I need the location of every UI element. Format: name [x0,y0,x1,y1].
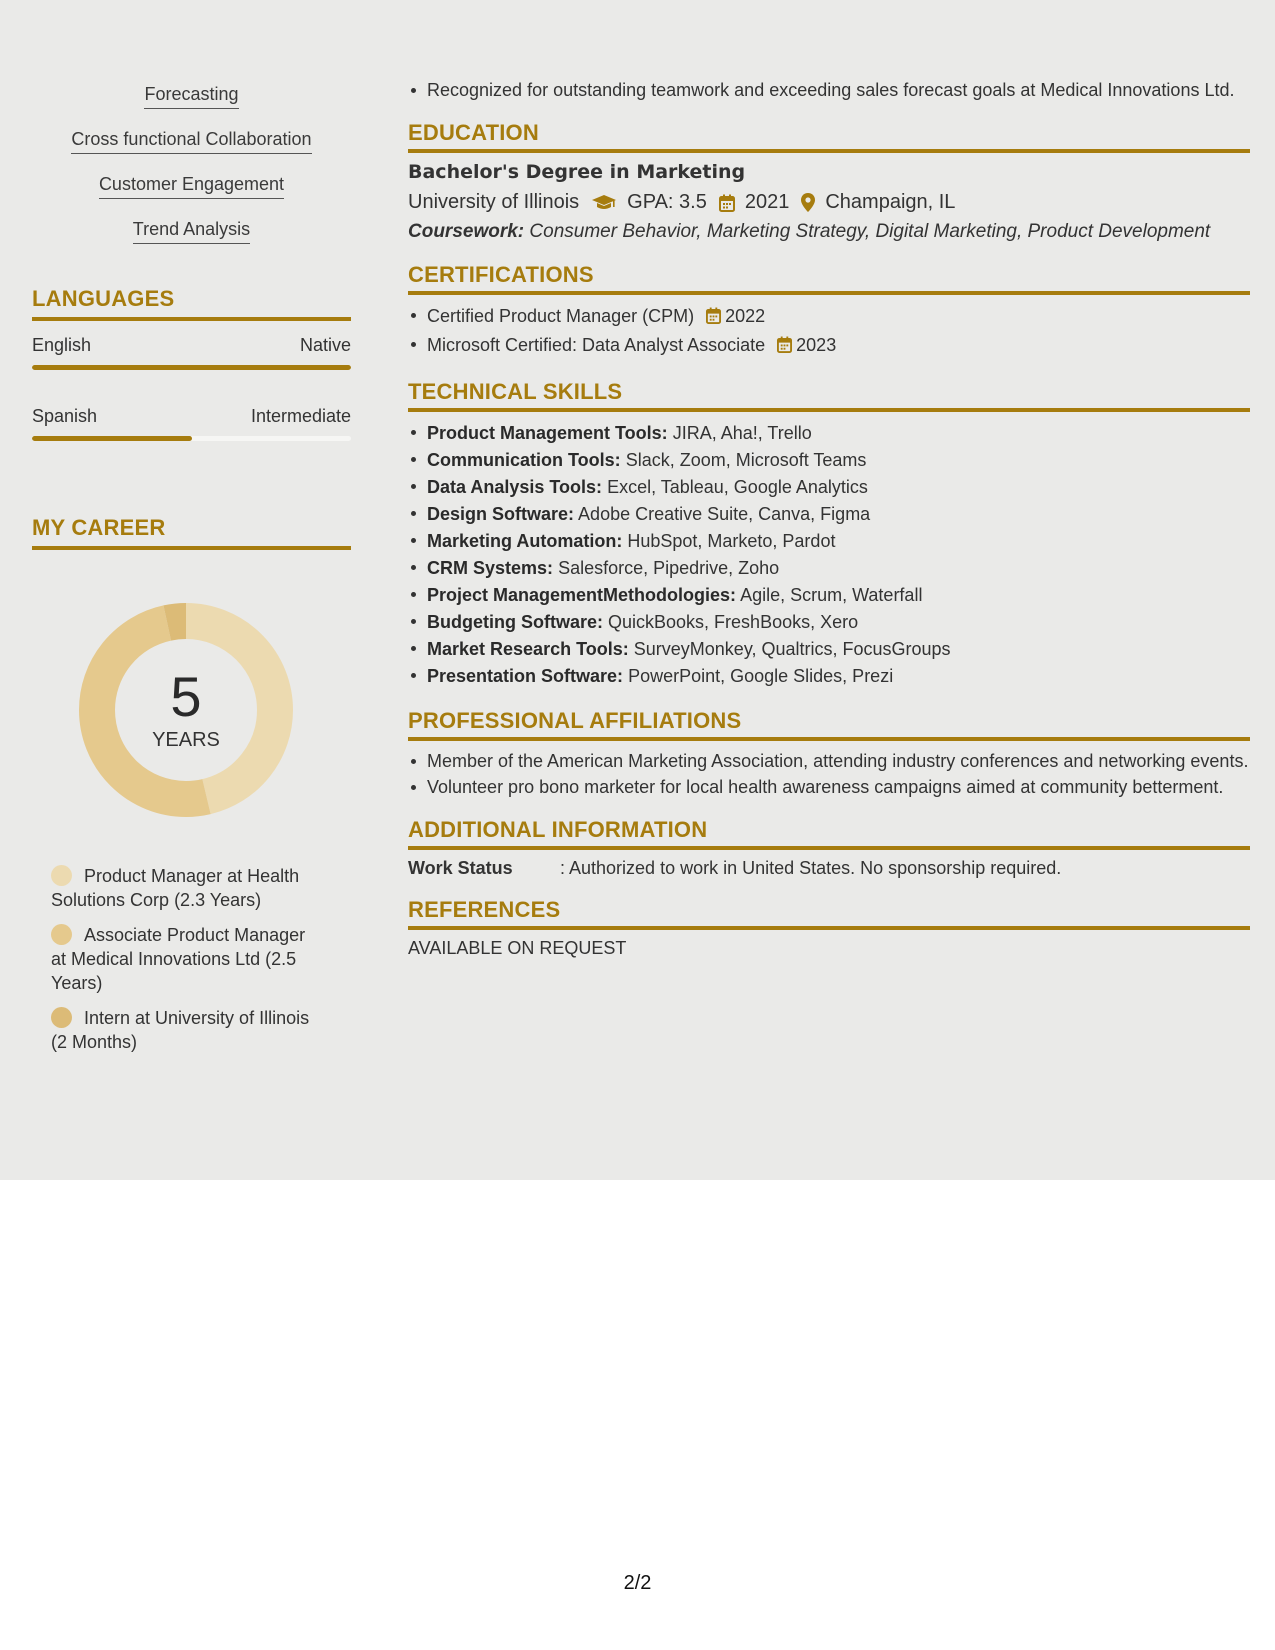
skill-item [32,129,351,158]
career-total-years: 5 [170,664,202,728]
legend-label: Associate Product Manager at Medical Innovations Ltd (2.5 Years) [51,925,306,993]
legend-item [51,1006,322,1054]
legend-dot [51,865,72,886]
affiliation-item: Volunteer pro bono marketer for local health awareness campaigns aimed at community betterment. [408,775,1250,799]
location-pin-icon [801,193,815,212]
skill-category: CRM Systems: [427,558,554,578]
graduation-year: 2021 [744,191,790,213]
language-progress-bar [32,436,351,441]
coursework-label: Coursework: [408,221,525,242]
additional-info-heading: ADDITIONAL INFORMATION [408,817,1250,850]
skill-values: HubSpot, Marketo, Pardot [627,531,836,551]
work-status-row [408,858,1250,879]
certification-name: Microsoft Certified: Data Analyst Associate [427,335,766,355]
certification-year: 2023 [796,335,837,355]
skill-category: Presentation Software: [427,666,624,686]
coursework [408,220,1250,244]
career-heading: MY CAREER [32,515,351,550]
legend-label: Intern at University of Illinois (2 Months) [51,1008,310,1052]
skill-values: JIRA, Aha!, Trello [672,423,812,443]
language-name: English [32,335,92,355]
affiliation-list [408,749,1250,799]
experience-bullet: Recognized for outstanding teamwork and exceeding sales forecast goals at Medical Innovations Ltd. [408,78,1250,102]
legend-label: Product Manager at Health Solutions Corp (2.3 Years) [51,866,300,910]
technical-skill-item [408,555,1250,582]
skill-item [32,84,351,113]
language-english [32,335,351,370]
coursework-list: Consumer Behavior, Marketing Strategy, Digital Marketing, Product Development [529,221,1211,242]
career-section [32,515,351,1054]
skill-values: Excel, Tableau, Google Analytics [607,477,868,497]
education-heading: EDUCATION [408,120,1250,153]
language-progress-bar [32,365,351,370]
skill-item [32,219,351,248]
education-meta [408,191,1250,214]
skill-category: Product Management Tools: [427,423,668,443]
technical-skill-item [408,474,1250,501]
affiliation-item: Member of the American Marketing Association, attending industry conferences and networking events. [408,749,1250,773]
technical-skills-heading: TECHNICAL SKILLS [408,379,1250,412]
skill-label: Customer Engagement [99,174,284,199]
language-name: Spanish [32,406,98,426]
skill-category: Data Analysis Tools: [427,477,603,497]
technical-skill-item [408,663,1250,690]
affiliations-heading: PROFESSIONAL AFFILIATIONS [408,708,1250,741]
skill-category: Budgeting Software: [427,612,603,632]
languages-heading: LANGUAGES [32,286,351,321]
skill-category: Market Research Tools: [427,639,629,659]
skill-label: Cross functional Collaboration [71,129,311,154]
skill-values: QuickBooks, FreshBooks, Xero [608,612,859,632]
graduation-cap-icon [591,194,617,212]
skill-values: Agile, Scrum, Waterfall [740,585,923,605]
technical-skill-item [408,582,1250,609]
technical-skill-item [408,501,1250,528]
technical-skill-item [408,447,1250,474]
left-column [32,84,351,1065]
work-status-value: : Authorized to work in United States. No sponsorship required. [560,858,1062,878]
legend-item [51,923,322,995]
calendar-icon [777,334,792,361]
skill-item [32,174,351,203]
skill-values: Adobe Creative Suite, Canva, Figma [578,504,871,524]
skill-values: SurveyMonkey, Qualtrics, FocusGroups [633,639,951,659]
experience-bullets [408,78,1250,102]
technical-skill-item [408,636,1250,663]
languages-section [32,286,351,441]
calendar-icon [706,305,721,332]
certification-item [408,303,1250,332]
skill-label: Forecasting [144,84,238,109]
language-level: Intermediate [250,406,351,426]
references-heading: REFERENCES [408,897,1250,930]
career-legend [32,864,322,1054]
skill-category: Communication Tools: [427,450,621,470]
skill-list [32,84,351,248]
gpa: GPA: 3.5 [627,191,707,213]
career-total-unit: YEARS [152,728,220,751]
skill-label: Trend Analysis [133,219,250,244]
skill-category: Marketing Automation: [427,531,623,551]
legend-dot [51,924,72,945]
technical-skill-item [408,420,1250,447]
legend-item [51,864,322,912]
certification-item [408,332,1250,361]
skill-values: Slack, Zoom, Microsoft Teams [625,450,867,470]
technical-skill-item [408,528,1250,555]
certification-name: Certified Product Manager (CPM) [427,306,695,326]
language-progress-fill [32,436,192,441]
certification-year: 2022 [725,306,766,326]
certifications-heading: CERTIFICATIONS [408,262,1250,295]
skill-category: Project ManagementMethodologies: [427,585,737,605]
calendar-icon [719,194,735,212]
language-spanish [32,406,351,441]
language-level: Native [299,335,351,355]
right-column [408,78,1250,959]
technical-skill-item [408,609,1250,636]
skill-values: PowerPoint, Google Slides, Prezi [628,666,894,686]
degree-title: Bachelor's Degree in Marketing [408,161,746,183]
language-progress-fill [32,365,351,370]
school-location: Champaign, IL [825,191,956,213]
school-name: University of Illinois [408,191,580,213]
technical-skill-list [408,420,1250,690]
references-text: AVAILABLE ON REQUEST [408,938,627,958]
work-status-label: Work Status [408,858,513,878]
page-number: 2/2 [623,1572,652,1594]
skill-category: Design Software: [427,504,575,524]
certification-list [408,303,1250,361]
career-donut-chart [66,590,306,830]
skill-values: Salesforce, Pipedrive, Zoho [558,558,780,578]
legend-dot [51,1007,72,1028]
